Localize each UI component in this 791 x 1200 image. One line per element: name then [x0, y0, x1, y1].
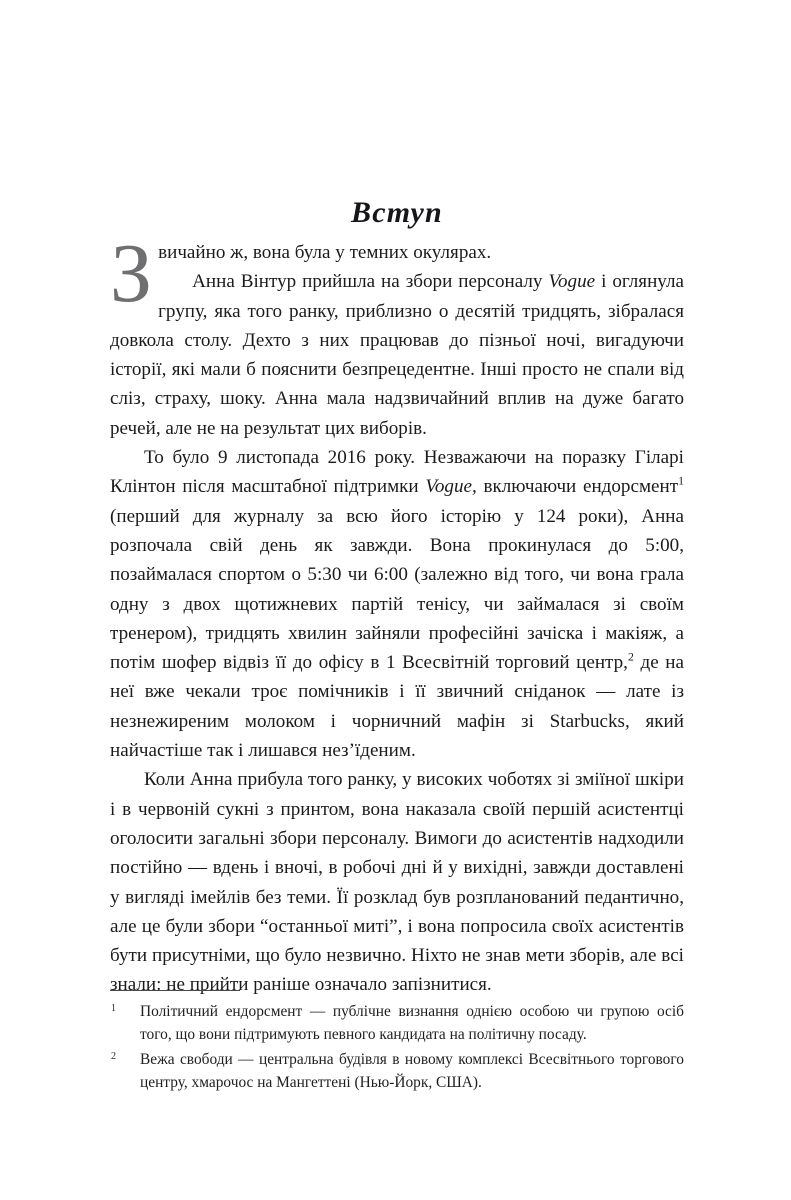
page-title: Вступ	[351, 196, 443, 230]
opening-sentence: вичайно ж, вона була у темних окулярах.	[158, 242, 492, 263]
footnote-number-2: 2	[111, 1050, 116, 1062]
paragraph-anna-wintour	[110, 267, 684, 443]
paragraph-2-tail: і оглянула групу, яка того ранку, приблизно о десятій тридцять, зібралася довкола столу. Дехто з них працював до пізньої ночі, вигадуючи історії, які мали б пояснити безпрецедентне. Інші просто не спали від сліз, страху, шоку. Анна мала надзвичайний вплив на дуже багато речей, але не на результат цих виборів.	[110, 271, 685, 439]
footnote-reference-1[interactable]: 1	[678, 474, 684, 489]
paragraph-3-mid-1: включаючи ендорсмент	[476, 476, 679, 498]
drop-cap: З	[110, 227, 153, 320]
footnote-reference-2[interactable]: 2	[627, 649, 634, 664]
footnote-text-1: Політичний ендорсмент — публічне визнання однією особою чи групою осіб того, що вони підтримують певного кандидата на політичну посаду.	[140, 1003, 684, 1044]
footnotes-section	[110, 990, 684, 1096]
body-text	[110, 227, 685, 1000]
footnote-number-1: 1	[111, 1003, 116, 1014]
footnote-text-2: Вежа свободи — центральна будівля в новому комплексі Всесвітнього торгового центру, хмарочос на Мангеттені (Нью-Йорк, США).	[140, 1050, 684, 1092]
footnote-item-2	[110, 1048, 684, 1095]
paragraph-election-day	[110, 443, 684, 765]
magazine-name-vogue-2: Vogue,	[425, 476, 477, 498]
paragraph-2-lead: Анна Вінтур прийшла на збори персоналу	[192, 271, 549, 293]
footnote-separator-rule	[110, 990, 240, 991]
paragraph-3-tail: де на неї вже чекали троє помічників і її звичний сніданок — лате із незнежиреним молоком і чорничний мафін зі Starbucks, який найчастіше так і лишався нез’їденим.	[110, 652, 684, 762]
paragraph-staff-meeting: Коли Анна прибула того ранку, у високих чоботях зі зміїної шкіри і в червоній сукні з принтом, вона наказала своїй першій асистентці оголосити загальні збори персоналу. Вимоги до асистентів надходили постійно — вдень і вночі, в робочі дні й у вихідні, завжди доставлені у вигляді імейлів без теми. Її розклад був розпланований педантично, але це були збори “останньої миті”, і вона попросила своїх асистентів бути присутніми, що було незвично. Ніхто не знав мети зборів, але всі знали: не прийти раніше означало запізнитися.	[110, 769, 684, 996]
magazine-name-vogue: Vogue	[548, 271, 596, 293]
paragraph-3-lead: То було 9 листопада 2016 року. Незважаючи на поразку Гіларі Клінтон після масштабної підтримки	[110, 447, 684, 498]
paragraph-3-mid-2: (перший для журналу за всю його історію у 124 роки), Анна розпочала свій день як завжди. Вона прокинулася до 5:00, позаймалася спортом о 5:30 чи 6:00 (залежно від того, чи вона грала одну з двох щотижневих партій тенісу, чи займалася зі своїм тренером), тридцять хвилин зайняли професійні зачіска і макіяж, а потім шофер відвіз її до офісу в 1 Всесвітній торговий центр,	[110, 505, 684, 674]
footnote-item-1	[110, 1000, 684, 1047]
